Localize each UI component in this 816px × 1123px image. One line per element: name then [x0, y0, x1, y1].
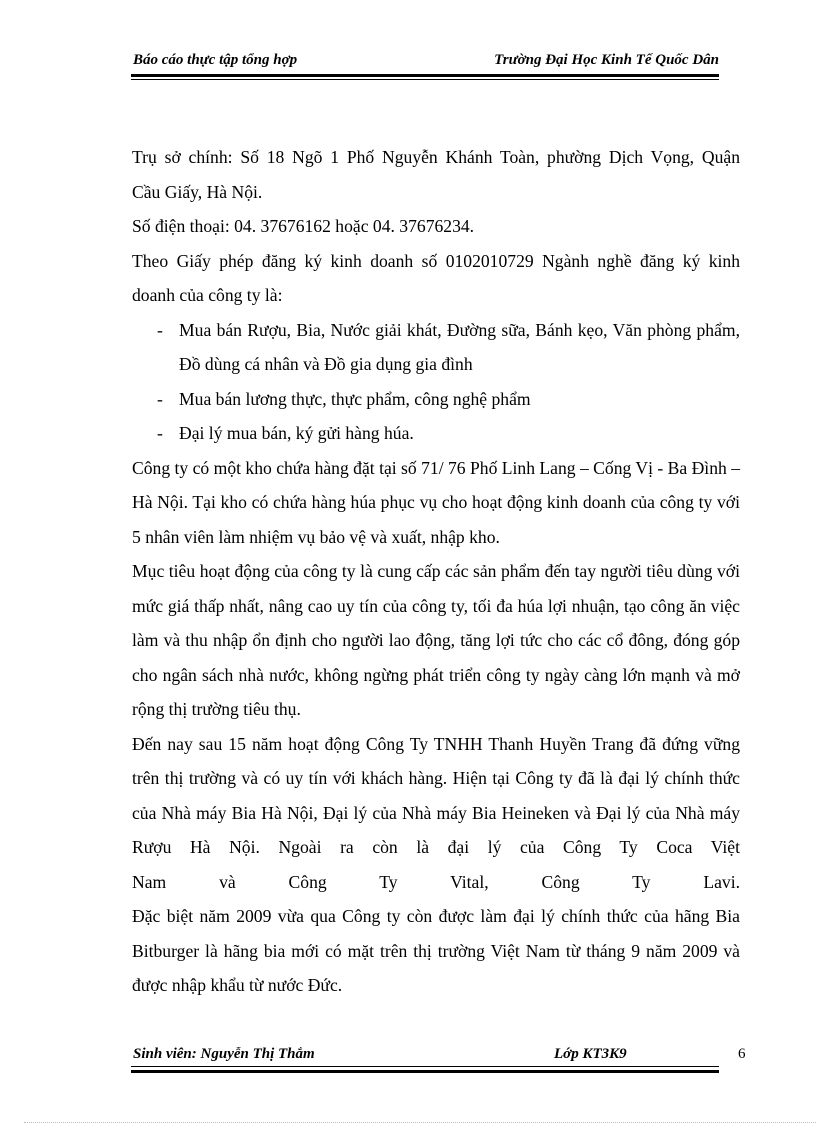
- class-name: Lớp KT3K9: [554, 1046, 627, 1062]
- license-line-1: Theo Giấy phép đăng ký kinh doanh số 0102010729 Ngành nghề đăng ký kinh: [132, 250, 740, 271]
- header-rule: [131, 74, 719, 77]
- address-line-1: Trụ sở chính: Số 18 Ngõ 1 Phố Nguyễn Khánh Toàn, phường Dịch Vọng, Quận: [132, 147, 740, 167]
- university-name: Trường Đại Học Kinh Tế Quốc Dân: [494, 52, 719, 68]
- warehouse-paragraph: Công ty có một kho chứa hàng đặt tại số 71/ 76 Phố Linh Lang – Cống Vị - Ba Đình – Hà Nội. Tại kho có chứa hàng húa phục vụ cho hoạt động kinh doanh của công ty với 5 nhân viên làm nhiệm vụ bảo vệ và xuất, nhập kho.: [132, 457, 740, 547]
- address-line-2: Cầu Giấy, Hà Nội.: [132, 181, 263, 202]
- bitburger-paragraph: Đặc biệt năm 2009 vừa qua Công ty còn được làm đại lý chính thức của hãng Bia Bitburger là hãng bia mới có mặt trên thị trường Việt Nam từ tháng 9 năm 2009 và được nhập khẩu từ nước Đức.: [132, 906, 740, 995]
- list-item-text: Đại lý mua bán, ký gửi hàng húa.: [179, 423, 414, 443]
- business-lines-list: [132, 313, 740, 451]
- list-item: [132, 382, 740, 417]
- history-paragraph: Đến nay sau 15 năm hoạt động Công Ty TNHH Thanh Huyền Trang đã đứng vững trên thị trường và có uy tín với khách hàng. Hiện tại Công ty đã là đại lý chính thức của Nhà máy Bia Hà Nội, Đại lý của Nhà máy Bia Heineken và Đại lý của Nhà máy Rượu Hà Nội. Ngoài ra còn là đại lý của Công Ty Coca Việt: [132, 733, 740, 857]
- document-body: [132, 140, 740, 1003]
- license-line-2: doanh của công ty là:: [132, 285, 283, 305]
- page-header: [131, 52, 719, 74]
- page-number: 6: [738, 1046, 746, 1062]
- goal-paragraph: Mục tiêu hoạt động của công ty là cung cấp các sản phẩm đến tay người tiêu dùng với mức giá thấp nhất, nâng cao uy tín của công ty, tối đa húa lợi nhuận, tạo công ăn việc làm và thu nhập ổn định cho người lao động, tăng lợi tức cho các cổ đông, đóng góp cho ngân sách nhà nước, không ngừng phát triển công ty ngày càng lớn mạnh và mở rộng thị trường tiêu thụ.: [132, 561, 740, 719]
- list-item: [132, 416, 740, 451]
- list-item-text: Mua bán Rượu, Bia, Nước giải khát, Đường sữa, Bánh kẹo, Văn phòng phẩm, Đồ dùng cá nhân và Đồ gia dụng gia đình: [179, 319, 740, 374]
- list-item-text: Mua bán lương thực, thực phẩm, công nghệ phẩm: [179, 388, 531, 409]
- footer-rule-thin: [131, 1066, 719, 1067]
- bullet-dash: -: [157, 388, 163, 409]
- phone-line: Số điện thoại: 04. 37676162 hoặc 04. 37676234.: [132, 216, 475, 236]
- bullet-dash: -: [157, 423, 163, 443]
- student-name: Sinh viên: Nguyễn Thị Thắm: [133, 1046, 315, 1062]
- history-partners-line: Nam và Công Ty Vital, Công Ty Lavi.: [132, 871, 740, 892]
- report-title: Báo cáo thực tập tổng hợp: [133, 52, 298, 68]
- list-item: [132, 313, 740, 382]
- footer-rule: [131, 1070, 719, 1073]
- bullet-dash: -: [157, 319, 163, 340]
- header-rule-thin: [131, 79, 719, 80]
